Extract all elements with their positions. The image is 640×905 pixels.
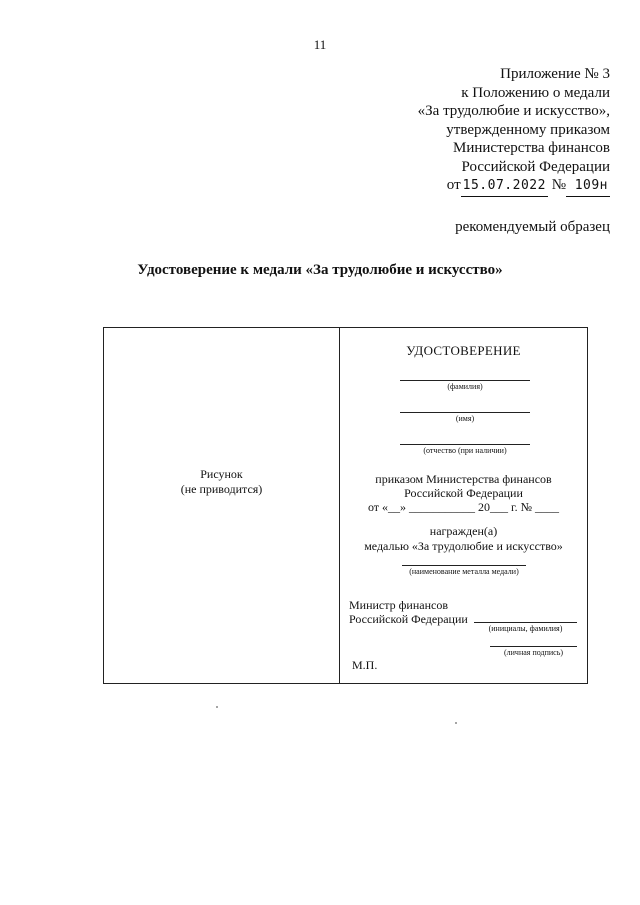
order-date-line: от «__» ___________ 20___ г. № ____ (367, 500, 560, 514)
sample-label: рекомендуемый образец (455, 219, 610, 235)
appendix-line: утвержденному приказом (446, 121, 610, 138)
name-caption: (имя) (455, 414, 475, 423)
medal-metal-line (402, 565, 526, 566)
scan-artifact (216, 706, 218, 708)
document-title: Удостоверение к медали «За трудолюбие и искусство» (137, 262, 503, 278)
signature-line (490, 646, 577, 647)
patronymic-field (400, 444, 530, 455)
seal-label: М.П. (352, 658, 378, 672)
patronymic-line (400, 444, 530, 445)
certificate-heading: УДОСТОВЕРЕНИЕ (406, 343, 521, 358)
order-line: Российской Федерации (404, 486, 523, 500)
order-reference (418, 176, 610, 197)
image-caption: Рисунок (200, 467, 243, 481)
order-block (340, 472, 587, 514)
surname-caption: (фамилия) (447, 382, 483, 391)
appendix-line: Приложение № 3 (500, 66, 610, 82)
order-date: 15.07.2022 (461, 177, 548, 197)
initials-caption: (инициалы, фамилия) (488, 624, 563, 633)
medal-name: медалью «За трудолюбие и искусство» (364, 539, 563, 553)
surname-field (400, 380, 530, 391)
minister-title-line2: Российской Федерации (349, 612, 468, 626)
medal-metal-field (402, 565, 526, 576)
surname-line (400, 380, 530, 381)
certificate-content (340, 328, 587, 683)
minister-title: Министр финансов (349, 598, 449, 612)
initials-line (474, 622, 577, 623)
awarded-block (340, 524, 587, 554)
order-number: 109н (566, 177, 610, 197)
initials-field (474, 622, 577, 633)
order-prefix: от (446, 177, 461, 193)
patronymic-caption: (отчество (при наличии) (423, 446, 507, 455)
appendix-line: к Положению о медали (461, 84, 610, 101)
appendix-line: «За трудолюбие и искусство», (417, 103, 610, 119)
medal-metal-caption: (наименование металла медали) (409, 567, 519, 576)
order-number-label: № (551, 177, 566, 193)
certificate-form (103, 327, 588, 684)
order-line: приказом Министерства финансов (375, 472, 552, 486)
awarded-label: награжден(а) (429, 524, 498, 538)
name-line (400, 412, 530, 413)
image-placeholder (104, 467, 339, 497)
name-field (400, 412, 530, 423)
appendix-line: Российской Федерации (461, 158, 610, 175)
scan-artifact (455, 722, 457, 724)
page-number: 11 (313, 37, 327, 52)
minister-block (349, 598, 468, 626)
signature-field (490, 646, 577, 657)
appendix-block (418, 65, 610, 197)
appendix-line: Министерства финансов (453, 140, 610, 156)
signature-caption: (личная подпись) (503, 648, 564, 657)
image-caption-note: (не приводится) (180, 482, 263, 496)
